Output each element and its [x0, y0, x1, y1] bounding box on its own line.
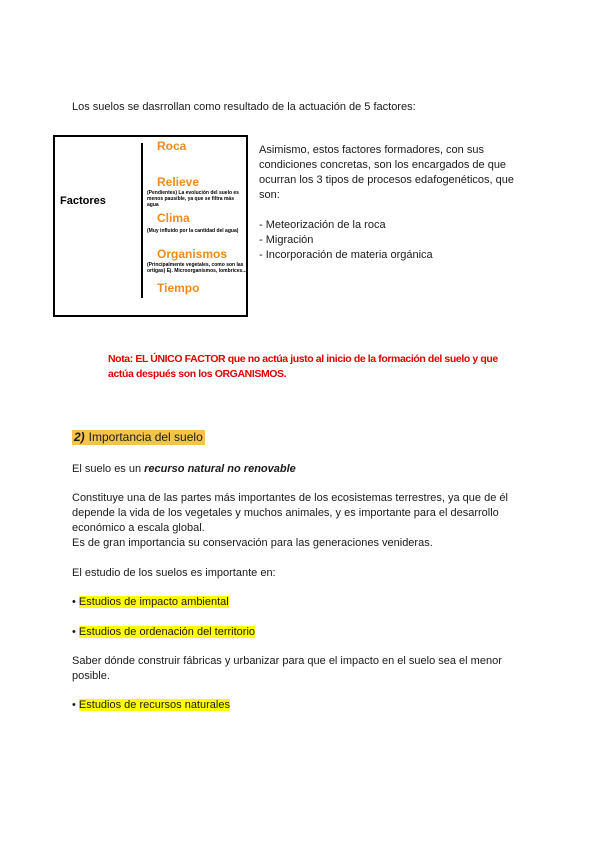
note-clima: (Muy influido por la cantidad del agua) [147, 228, 239, 234]
right-text-block [259, 143, 529, 263]
process-item: - Migración [259, 234, 314, 246]
list-item [72, 625, 255, 640]
process-item: - Meteorización de la roca [259, 219, 386, 231]
line1-emphasis: recurso natural no renovable [144, 463, 296, 475]
body-paragraph-3: Es de gran importancia su conservación para las generaciones venideras. [72, 537, 433, 549]
intro-text: Los suelos se dasrrollan como resultado de la actuación de 5 factores: [72, 101, 416, 113]
note-organismos: (Principalmente vegetales, como son las ortigas) Ej. Microorganismos, lombrices... [147, 262, 247, 274]
body-paragraph-2: Constituye una de las partes más importantes de los ecosistemas terrestres, ya que de él depende la vida de los vegetales y muchos animales, y es importante para el desarrollo económico a escala global. [72, 492, 508, 534]
factores-label: Factores [60, 195, 106, 207]
body-paragraph-5: Saber dónde construir fábricas y urbanizar para que el impacto en el suelo sea el menor posible. [72, 655, 502, 682]
factor-clima: Clima [157, 211, 190, 225]
nota-warning: Nota: EL ÚNICO FACTOR que no actúa justo al inicio de la formación del suelo y que actúa después son los ORGANISMOS. [108, 353, 498, 380]
list-item [72, 698, 230, 713]
factor-roca: Roca [157, 139, 187, 153]
bullet: • [72, 596, 76, 608]
factors-diagram [53, 135, 248, 317]
diagram-divider [141, 143, 143, 298]
item-recursos: Estudios de recursos naturales [78, 699, 230, 711]
list-item [72, 595, 229, 610]
section-title: Importancia del suelo [88, 430, 203, 444]
right-paragraph: Asimismo, estos factores formadores, con sus condiciones concretas, son los encargados de que ocurran los 3 tipos de procesos edafogenéticos, que son: [259, 144, 514, 201]
note-relieve: (Pendientes) La evolución del suelo es menos pausible, ya que se filtra más agua [147, 190, 239, 208]
item-impacto: Estudios de impacto ambiental [78, 596, 229, 608]
factor-tiempo: Tiempo [157, 281, 200, 295]
factor-organismos: Organismos [157, 247, 228, 261]
line1-prefix: El suelo es un [72, 463, 145, 475]
bullet: • [72, 699, 76, 711]
factor-relieve: Relieve [157, 175, 200, 189]
item-ordenacion: Estudios de ordenación del territorio [78, 626, 256, 638]
body-paragraph-4: El estudio de los suelos es importante en: [72, 567, 276, 579]
body-line-1 [72, 462, 532, 477]
section-heading [72, 430, 205, 445]
process-item: - Incorporación de materia orgánica [259, 249, 433, 261]
section-number: 2) [74, 430, 85, 444]
bullet: • [72, 626, 76, 638]
